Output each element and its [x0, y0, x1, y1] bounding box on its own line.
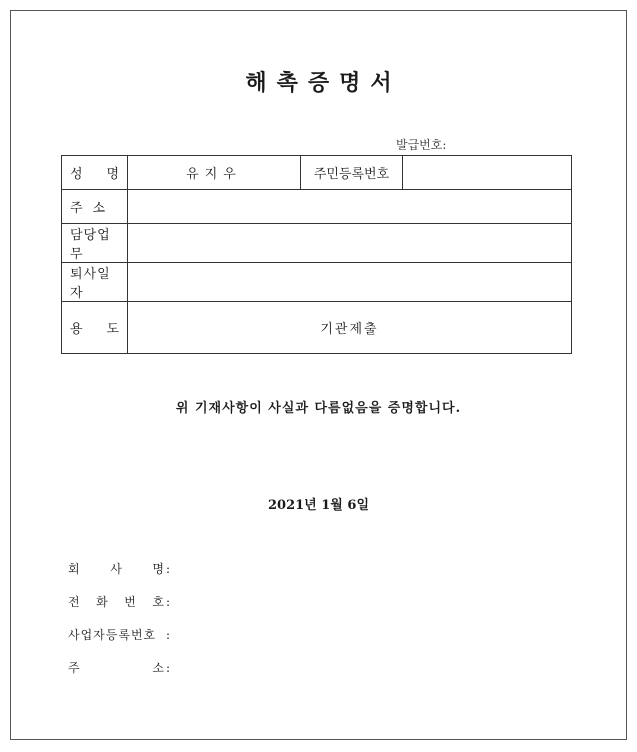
certification-statement: 위 기재사항이 사실과 다름없음을 증명합니다. [175, 401, 462, 416]
address-label-char-2: 소 [92, 201, 105, 216]
phone-label-char-2: 화 [96, 595, 108, 609]
biz-no-colon: : [166, 627, 171, 642]
phone-colon: : [166, 594, 171, 609]
duty-label: 담당업무 [62, 224, 128, 263]
address-label-char-1: 주 [70, 201, 83, 216]
footer-address-char-1: 주 [68, 661, 80, 675]
issue-date: 2021년 1월 6일 [268, 498, 369, 513]
document-title: 해촉증명서 [245, 70, 402, 96]
info-table [61, 155, 572, 354]
name-value: 유지우 [128, 156, 301, 190]
purpose-label-char-1: 용 [70, 322, 83, 337]
table-row-name [62, 156, 572, 190]
footer-company-row [68, 560, 170, 577]
biz-no-label: 사업자등록번호 [68, 628, 157, 642]
table-row-retire-date [62, 263, 572, 302]
name-label-char-2: 명 [106, 167, 119, 182]
footer-address-colon: : [166, 660, 171, 675]
company-colon: : [166, 561, 171, 576]
footer-biz-no-row [68, 626, 170, 643]
phone-label-char-4: 호 [152, 595, 164, 609]
name-label-char-1: 성 [70, 167, 83, 182]
resident-number-value [403, 156, 572, 190]
address-value [128, 190, 572, 224]
company-label-char-1: 회 [68, 562, 80, 576]
retire-date-value [128, 263, 572, 302]
footer-phone-row [68, 593, 170, 610]
company-label-char-2: 사 [110, 562, 122, 576]
phone-label-char-1: 전 [68, 595, 80, 609]
retire-date-label: 퇴사일자 [62, 263, 128, 302]
phone-label-char-3: 번 [124, 595, 136, 609]
name-label-cell [62, 156, 128, 190]
table-row-duty [62, 224, 572, 263]
table-row-purpose [62, 302, 572, 354]
resident-number-label: 주민등록번호 [301, 156, 403, 190]
duty-value [128, 224, 572, 263]
footer-address-char-2: 소 [152, 661, 164, 675]
purpose-value: 기관제출 [128, 302, 572, 354]
purpose-label-char-2: 도 [106, 322, 119, 337]
company-label-char-3: 명 [152, 562, 164, 576]
address-label-cell [62, 190, 128, 224]
table-row-address [62, 190, 572, 224]
footer-address-row [68, 659, 170, 676]
purpose-label-cell [62, 302, 128, 354]
issue-number-label: 발급번호: [396, 138, 447, 152]
